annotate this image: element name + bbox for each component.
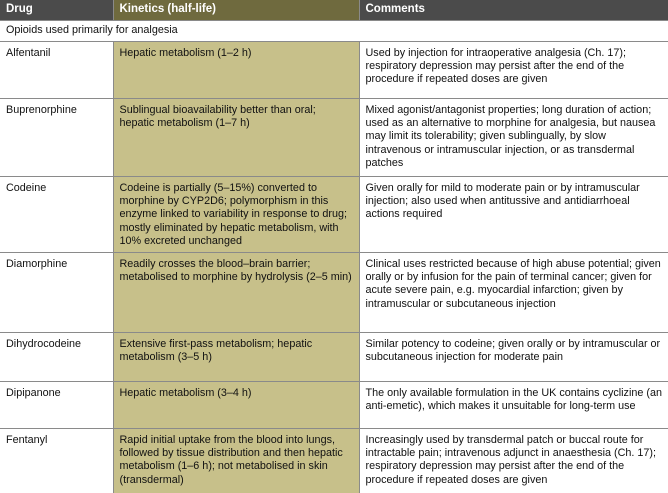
section-label: Opioids used primarily for analgesia: [0, 21, 668, 42]
kinetics-cell: Codeine is partially (5–15%) converted to morphine by CYP2D6; polymorphism in this enzyme linked to variability in response to drug; mostly eliminated by hepatic metabolism, with 10% excreted unchanged: [113, 177, 359, 253]
drug-cell: Codeine: [0, 177, 113, 253]
kinetics-cell: Hepatic metabolism (3–4 h): [113, 382, 359, 429]
comments-cell: Used by injection for intraoperative analgesia (Ch. 17); respiratory depression may persist after the end of the procedure if repeated doses are given: [359, 42, 668, 99]
table-row: [0, 382, 668, 429]
table-row: [0, 99, 668, 177]
comments-cell: Mixed agonist/antagonist properties; long duration of action; used as an alternative to morphine for analgesia, but nausea may limit its tolerability; given sublingually, by slow intravenous or intramuscular injection, or as transdermal patches: [359, 99, 668, 177]
section-row: [0, 21, 668, 42]
comments-cell: Given orally for mild to moderate pain or by intramuscular injection; also used when antitussive and antidiarrhoeal actions required: [359, 177, 668, 253]
drug-cell: Dihydrocodeine: [0, 333, 113, 382]
comments-cell: Similar potency to codeine; given orally or by intramuscular or subcutaneous injection for moderate pain: [359, 333, 668, 382]
drug-cell: Diamorphine: [0, 253, 113, 333]
comments-cell: The only available formulation in the UK contains cyclizine (an anti-emetic), which makes it unsuitable for long-term use: [359, 382, 668, 429]
drug-cell: Dipipanone: [0, 382, 113, 429]
kinetics-cell: Sublingual bioavailability better than oral; hepatic metabolism (1–7 h): [113, 99, 359, 177]
table-row: [0, 42, 668, 99]
kinetics-cell: Rapid initial uptake from the blood into lungs, followed by tissue distribution and then hepatic metabolism (1–6 h); not metabolised in skin (transdermal): [113, 429, 359, 493]
drug-cell: Fentanyl: [0, 429, 113, 493]
header-comments: Comments: [359, 0, 668, 21]
comments-cell: Increasingly used by transdermal patch or buccal route for intractable pain; intravenous adjunct in anaesthesia (Ch. 17); respiratory depression may persist after the end of the procedure if repeated doses are given: [359, 429, 668, 493]
table-row: [0, 253, 668, 333]
table-row: [0, 333, 668, 382]
table-row: [0, 177, 668, 253]
comments-cell: Clinical uses restricted because of high abuse potential; given orally or by infusion for the pain of terminal cancer; given for acute severe pain, e.g. myocardial infarction; given by intramuscular or subcutaneous injection: [359, 253, 668, 333]
kinetics-cell: Readily crosses the blood–brain barrier; metabolised to morphine by hydrolysis (2–5 min): [113, 253, 359, 333]
drug-cell: Alfentanil: [0, 42, 113, 99]
header-drug: Drug: [0, 0, 113, 21]
kinetics-cell: Hepatic metabolism (1–2 h): [113, 42, 359, 99]
header-row: [0, 0, 668, 21]
table-row: [0, 429, 668, 493]
kinetics-cell: Extensive first-pass metabolism; hepatic metabolism (3–5 h): [113, 333, 359, 382]
drug-cell: Buprenorphine: [0, 99, 113, 177]
header-kinetics: Kinetics (half-life): [113, 0, 359, 21]
